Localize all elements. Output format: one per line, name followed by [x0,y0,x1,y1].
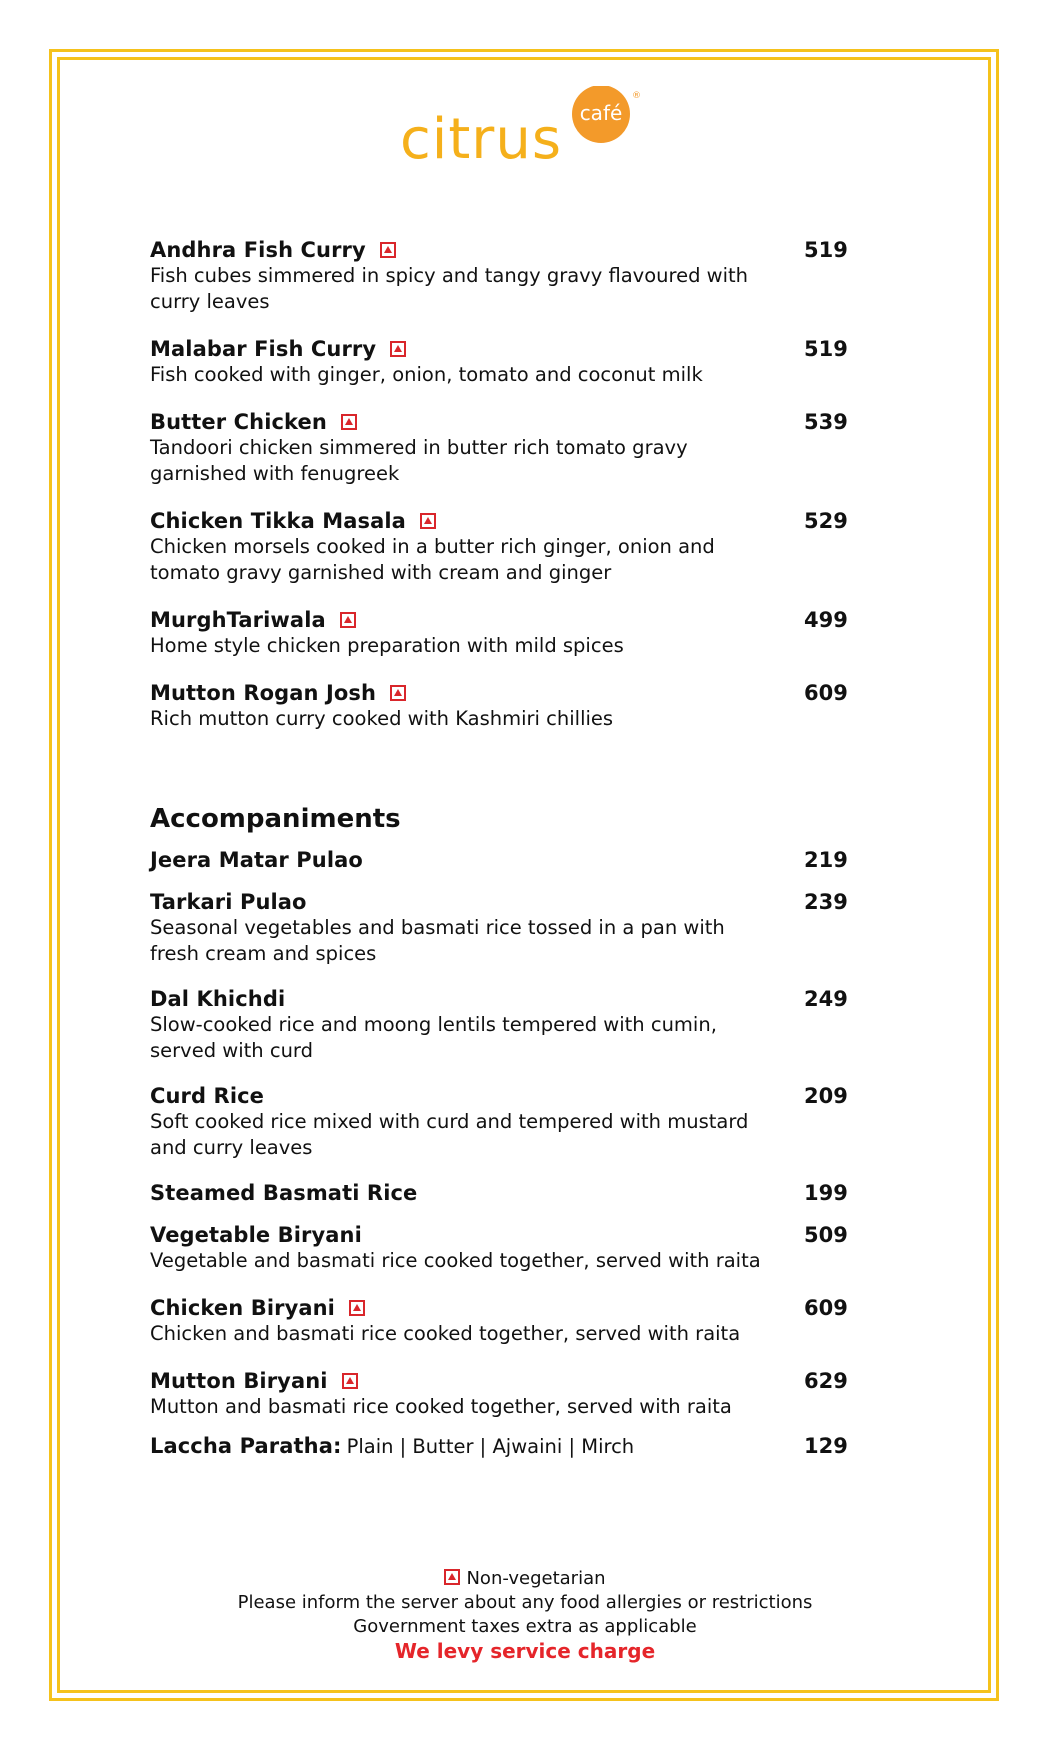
item-name: Andhra Fish Curry [150,238,366,262]
menu-item [150,681,860,732]
menu-item [150,608,860,659]
item-name: Butter Chicken [150,410,327,434]
item-name: Mutton Rogan Josh [150,681,377,705]
item-name: MurghTariwala [150,608,326,632]
item-description: Seasonal vegetables and basmati rice tossed in a pan with fresh cream and spices [150,916,725,965]
menu-item [150,1369,860,1420]
paratha-name: Laccha Paratha: [150,1434,342,1458]
cafe-badge-text: café [579,101,623,125]
mains-section [150,238,860,732]
item-price: 209 [804,1084,848,1108]
legend-text: Non-vegetarian [466,1568,606,1589]
item-description: Home style chicken preparation with mild spices [150,634,624,657]
item-description: Chicken and basmati rice cooked together, served with raita [150,1322,741,1345]
item-description: Slow-cooked rice and moong lentils tempered with cumin, served with curd [150,1013,717,1062]
item-price: 509 [804,1223,848,1247]
item-name: Tarkari Pulao [150,890,307,914]
non-veg-icon [444,1569,460,1585]
item-name: Jeera Matar Pulao [150,848,363,872]
paratha-options: Plain | Butter | Ajwaini | Mirch [346,1435,635,1458]
item-price: 609 [804,681,848,705]
item-description: Fish cubes simmered in spicy and tangy gravy flavoured with curry leaves [150,264,749,313]
menu-item [150,890,860,967]
non-veg-icon [390,341,406,357]
item-name: Steamed Basmati Rice [150,1181,418,1205]
menu-item [150,410,860,487]
item-price: 499 [804,608,848,632]
item-price: 519 [804,337,848,361]
tax-note: Government taxes extra as applicable [353,1616,697,1637]
non-veg-icon [380,242,396,258]
item-price: 249 [804,987,848,1011]
item-price: 629 [804,1369,848,1393]
item-name: Curd Rice [150,1084,265,1108]
non-veg-icon [420,513,436,529]
legend-line [150,1567,900,1591]
allergy-note: Please inform the server about any food allergies or restrictions [237,1592,813,1613]
menu-item [150,1223,860,1274]
item-name: Vegetable Biryani [150,1223,362,1247]
item-description: Mutton and basmati rice cooked together, served with raita [150,1395,732,1418]
registered-mark: ® [632,91,641,101]
item-price: 239 [804,890,848,914]
menu-item [150,238,860,315]
item-price: 199 [804,1181,848,1205]
non-veg-icon [341,414,357,430]
item-description: Rich mutton curry cooked with Kashmiri chillies [150,707,614,730]
menu-item [150,337,860,388]
item-description: Soft cooked rice mixed with curd and tempered with mustard and curry leaves [150,1110,749,1159]
menu-item [150,1296,860,1347]
non-veg-icon [390,685,406,701]
item-description: Fish cooked with ginger, onion, tomato and coconut milk [150,363,703,386]
non-veg-icon [342,1373,358,1389]
accompaniments-heading [150,804,860,834]
item-name: Mutton Biryani [150,1369,328,1393]
citrus-wordmark: citrus [400,107,562,166]
item-name: Dal Khichdi [150,987,286,1011]
menu-item [150,509,860,586]
paratha-item [150,1434,860,1458]
item-description: Vegetable and basmati rice cooked together, served with raita [150,1249,761,1272]
item-name: Malabar Fish Curry [150,337,377,361]
menu-item [150,1181,860,1205]
item-price: 609 [804,1296,848,1320]
section-title: Accompaniments [150,804,401,834]
menu-item [150,1084,860,1161]
menu-footer [150,1567,900,1663]
non-veg-icon [349,1300,365,1316]
citrus-cafe-logo [400,86,650,166]
item-price: 219 [804,848,848,872]
item-price: 529 [804,509,848,533]
menu-list [150,238,860,1458]
paratha-price: 129 [804,1434,848,1458]
menu-item [150,848,860,872]
service-charge-note: We levy service charge [394,1639,656,1663]
item-price: 519 [804,238,848,262]
item-description: Tandoori chicken simmered in butter rich tomato gravy garnished with fenugreek [150,436,688,485]
item-price: 539 [804,410,848,434]
accompaniments-section [150,848,860,1420]
menu-item [150,987,860,1064]
item-name: Chicken Biryani [150,1296,335,1320]
non-veg-icon [340,612,356,628]
item-name: Chicken Tikka Masala [150,509,406,533]
item-description: Chicken morsels cooked in a butter rich ginger, onion and tomato gravy garnished with cream and ginger [150,535,715,584]
